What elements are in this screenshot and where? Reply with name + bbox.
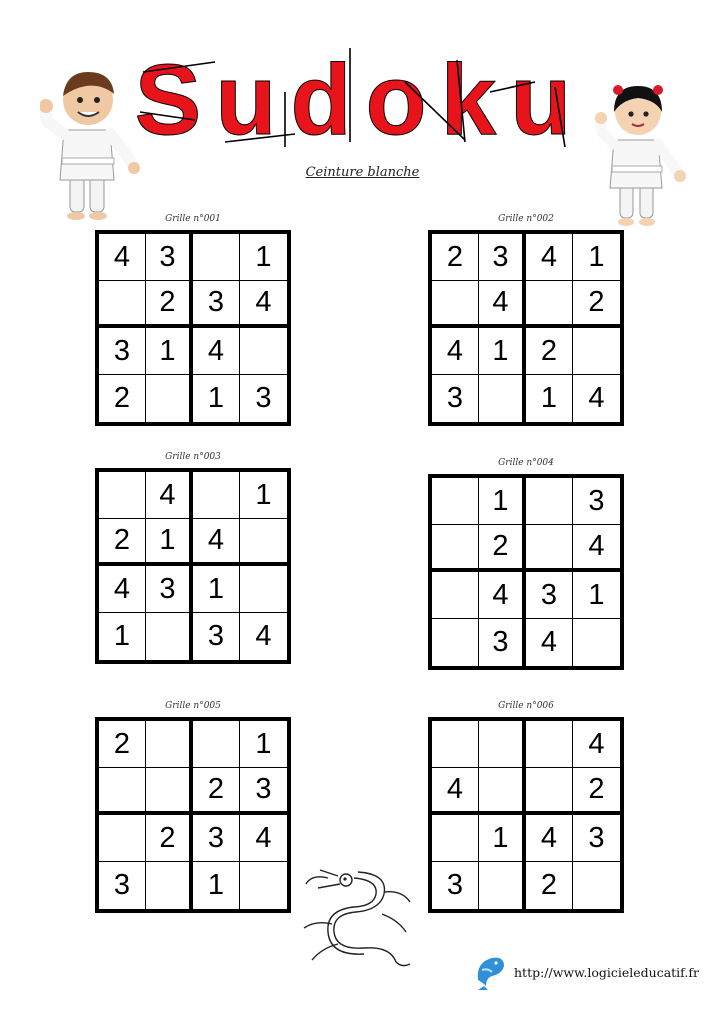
grid-cell: 1 xyxy=(573,234,620,281)
grid-label: Grille n°002 xyxy=(498,214,554,224)
grid-cell xyxy=(99,472,146,519)
dragon-icon xyxy=(298,862,418,976)
grid-cell xyxy=(432,619,479,666)
grid-cell: 3 xyxy=(193,613,240,660)
grid-cell: 3 xyxy=(193,281,240,328)
grid-cell xyxy=(432,815,479,862)
grid-cell: 1 xyxy=(479,328,526,375)
grid-cell xyxy=(479,721,526,768)
grid-cell xyxy=(526,721,573,768)
grid-cell: 4 xyxy=(146,472,193,519)
title-text: Sudoku xyxy=(135,44,585,152)
grid-cell: 1 xyxy=(240,472,287,519)
grid-cell xyxy=(146,862,193,909)
grid-cell: 2 xyxy=(99,721,146,768)
grid-cell: 4 xyxy=(99,234,146,281)
grid-cell xyxy=(432,281,479,328)
grid-cell: 2 xyxy=(99,375,146,422)
grid-cell: 2 xyxy=(146,815,193,862)
grid-cell: 4 xyxy=(255,620,272,652)
grid-cell: 1 xyxy=(479,815,526,862)
grid-cell xyxy=(146,375,193,422)
sudoku-grid-1 xyxy=(95,212,291,426)
grid-cell: 4 xyxy=(526,234,573,281)
grid-cell: 4 xyxy=(573,721,620,768)
grid-cell xyxy=(240,328,287,375)
grid-cell: 4 xyxy=(193,519,240,566)
sudoku-grid-2 xyxy=(428,212,624,426)
grid-cell: 1 xyxy=(193,862,240,909)
grid-cell xyxy=(146,721,193,768)
sudoku-grid-4 xyxy=(428,456,624,670)
grid-cell: 2 xyxy=(573,768,620,815)
grid-board xyxy=(428,230,624,426)
grid-label: Grille n°003 xyxy=(165,452,221,462)
grid-cell: 1 xyxy=(193,566,240,613)
grid-cell xyxy=(193,721,240,768)
grid-cell: 1 xyxy=(193,375,240,422)
subtitle: Ceinture blanche xyxy=(305,165,420,180)
grid-cell: 3 xyxy=(240,768,287,815)
grid-cell xyxy=(479,862,526,909)
grid-cell: 3 xyxy=(526,572,573,619)
grid-cell xyxy=(99,815,146,862)
grid-cell: 3 xyxy=(432,862,479,909)
grid-label: Grille n°005 xyxy=(165,701,221,711)
website-link[interactable]: http://www.logicieleducatif.fr xyxy=(514,964,699,980)
grid-label: Grille n°006 xyxy=(498,701,554,711)
grid-cell: 4 xyxy=(526,815,573,862)
grid-board xyxy=(95,468,291,664)
grid-cell xyxy=(526,281,573,328)
grid-cell xyxy=(432,721,479,768)
footer xyxy=(472,952,699,992)
grid-cell: 3 xyxy=(432,375,479,422)
grid-cell: 4 xyxy=(479,572,526,619)
grid-cell: 3 xyxy=(193,815,240,862)
grid-label: Grille n°004 xyxy=(498,458,554,468)
grid-cell: 2 xyxy=(99,519,146,566)
grid-cell: 3 xyxy=(573,815,620,862)
sudoku-title-art xyxy=(135,42,585,152)
grid-cell xyxy=(193,472,240,519)
grid-cell: 2 xyxy=(479,525,526,572)
grid-cell: 3 xyxy=(479,234,526,281)
grid-cell: 3 xyxy=(146,234,193,281)
grid-cell: 1 xyxy=(526,375,573,422)
boy-judoka-icon xyxy=(40,62,140,222)
grid-cell xyxy=(193,234,240,281)
grid-cell: 1 xyxy=(146,519,193,566)
grid-cell: 1 xyxy=(573,572,620,619)
grid-cell xyxy=(240,862,287,909)
grid-label: Grille n°001 xyxy=(165,214,221,224)
grid-cell xyxy=(432,572,479,619)
grid-cell: 4 xyxy=(432,768,479,815)
grid-cell: 3 xyxy=(99,862,146,909)
grid-cell: 4 xyxy=(193,328,240,375)
grid-cell xyxy=(240,566,287,613)
grid-cell: 4 xyxy=(526,619,573,666)
grid-cell: 1 xyxy=(240,234,287,281)
grid-cell: 1 xyxy=(240,721,287,768)
grid-cell: 2 xyxy=(193,768,240,815)
sudoku-grid-3 xyxy=(95,450,291,664)
grid-cell: 2 xyxy=(146,281,193,328)
page-title xyxy=(135,42,585,152)
grid-cell xyxy=(99,281,146,328)
grid-cell: 3 xyxy=(99,328,146,375)
dolphin-logo-icon xyxy=(472,952,508,992)
grid-cell: 3 xyxy=(573,478,620,525)
grid-cell xyxy=(432,525,479,572)
grid-cell: 4 xyxy=(240,815,287,862)
grid-board xyxy=(428,717,624,913)
grid-cell: 4 xyxy=(240,281,287,328)
grid-cell: 1 xyxy=(146,328,193,375)
grid-cell xyxy=(146,768,193,815)
grid-cell xyxy=(240,519,287,566)
grid-cell: 3 xyxy=(255,382,272,414)
sudoku-grid-5 xyxy=(95,699,291,913)
grid-board xyxy=(95,230,291,426)
grid-cell: 3 xyxy=(146,566,193,613)
grid-cell: 2 xyxy=(432,234,479,281)
grid-cell: 3 xyxy=(479,619,526,666)
grid-cell xyxy=(479,375,526,422)
grid-cell xyxy=(146,613,193,660)
grid-cell: 2 xyxy=(526,328,573,375)
grid-cell xyxy=(573,619,620,666)
grid-cell xyxy=(526,478,573,525)
grid-cell xyxy=(573,328,620,375)
grid-cell xyxy=(479,768,526,815)
sudoku-grid-6 xyxy=(428,699,624,913)
grid-cell: 4 xyxy=(99,566,146,613)
girl-judoka-icon xyxy=(592,76,687,231)
grid-cell: 4 xyxy=(588,382,605,414)
grid-board xyxy=(428,474,624,670)
grid-cell: 4 xyxy=(479,281,526,328)
grid-cell: 2 xyxy=(573,281,620,328)
grid-cell: 1 xyxy=(99,613,146,660)
grid-cell: 1 xyxy=(479,478,526,525)
grid-cell: 2 xyxy=(526,862,573,909)
grid-cell xyxy=(99,768,146,815)
grid-cell xyxy=(432,478,479,525)
grid-cell xyxy=(573,862,620,909)
grid-board xyxy=(95,717,291,913)
grid-cell xyxy=(526,525,573,572)
grid-cell: 4 xyxy=(573,525,620,572)
grid-cell: 4 xyxy=(432,328,479,375)
grid-cell xyxy=(526,768,573,815)
